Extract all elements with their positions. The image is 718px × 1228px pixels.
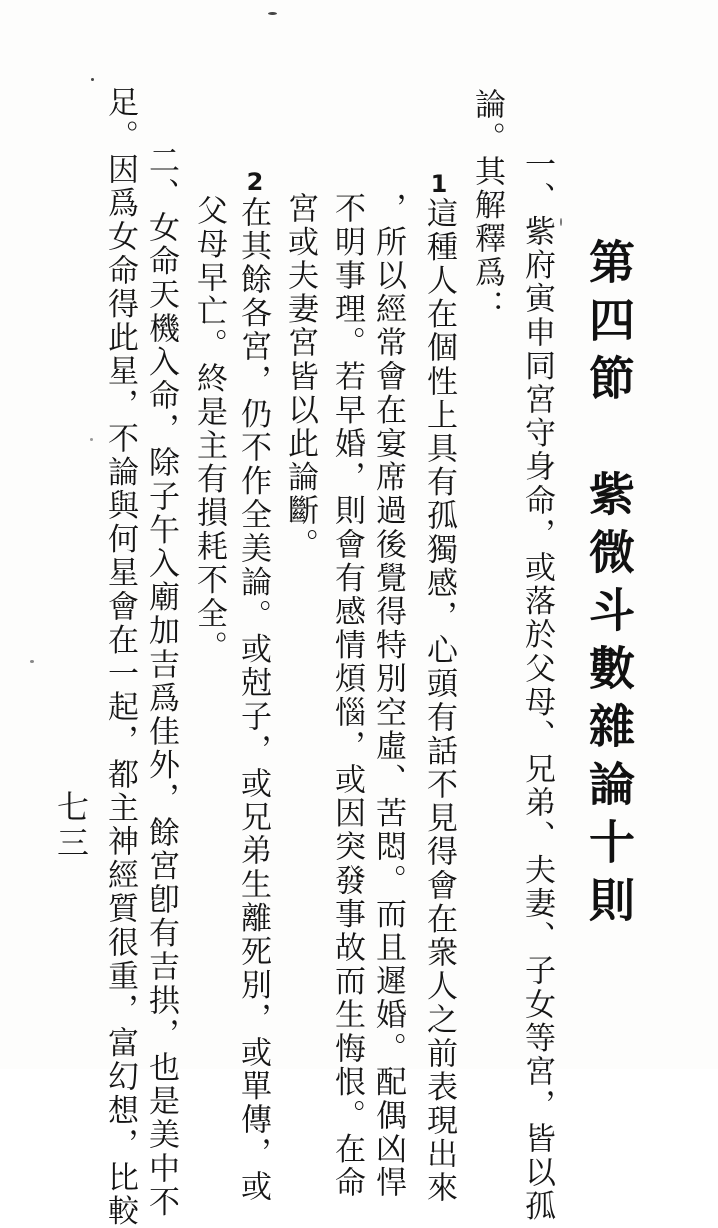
text-column-9: 二、女命天機入命，除子午入廟加吉爲佳外，餘宮卽有吉拱，也是美中不 <box>143 144 179 1220</box>
text-column-4: ，所以經常會在宴席過後覺得特別空虛、苦悶。而且遲婚。配偶凶悍 <box>370 192 406 1200</box>
scan-speck <box>30 660 34 663</box>
text-column-10: 足。因爲女命得此星，不論與何星會在一起，都主神經質很重，富幻想，比較 <box>102 86 138 1228</box>
text-column-8: 父母早亡。終是主有損耗不全。 <box>191 194 227 665</box>
scan-speck <box>268 12 277 15</box>
page-number: 七三 <box>52 790 90 862</box>
text-column-3: 這種人在個性上具有孤獨感，心頭有話不見得會在衆人之前表現出來 <box>421 197 457 1205</box>
text-column-7: 在其餘各宮，仍不作全美論。或尅子，或兄弟生離死別，或單傳，或 <box>235 196 271 1204</box>
item-marker-2: 2 <box>241 168 269 196</box>
text-column-6: 宮或夫妻宮皆以此論斷。 <box>282 192 318 562</box>
section-title: 第四節 紫微斗數雜論十則 <box>582 238 636 934</box>
scan-speck <box>91 78 94 81</box>
text-column-2: 論。其解釋爲： <box>469 88 505 324</box>
scan-speck <box>90 438 93 441</box>
scan-speck <box>560 218 562 226</box>
text-column-1: 一、紫府寅申同宮守身命，或落於父母、兄弟、夫妻、子女等宮，皆以孤 <box>519 148 555 1224</box>
item-marker-1: 1 <box>425 170 453 198</box>
text-column-5: 不明事理。若早婚，則會有感情煩惱，或因突發事故而生悔恨。在命 <box>329 192 365 1200</box>
